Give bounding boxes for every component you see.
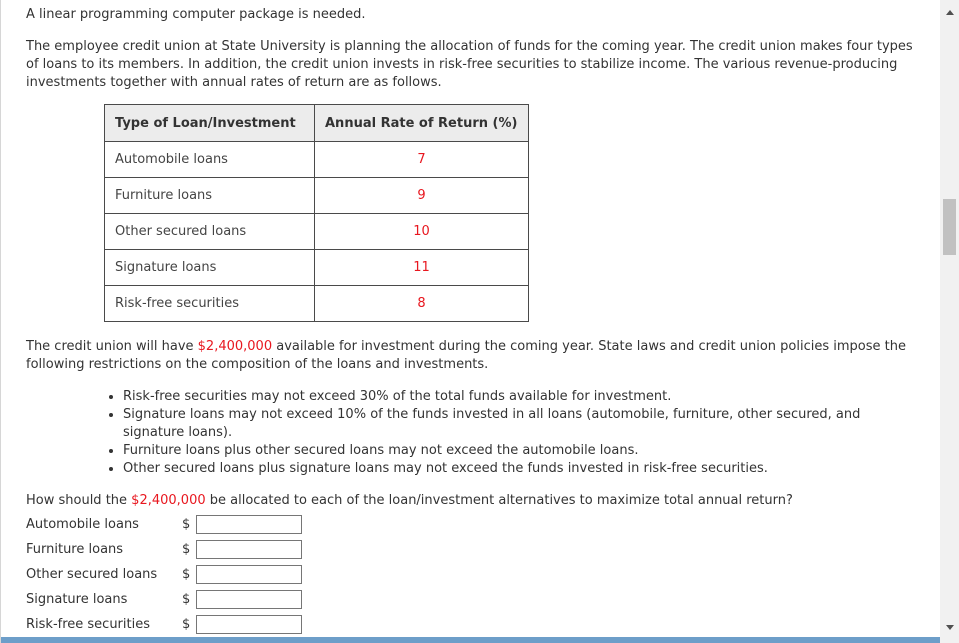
list-item: • Furniture loans plus other secured loans may not exceed the automobile loans. <box>123 442 903 460</box>
scroll-down-arrow-icon[interactable] <box>946 625 954 630</box>
rate-value: 11 <box>315 250 529 286</box>
answer-label: Automobile loans <box>26 517 139 532</box>
question-amount: $2,400,000 <box>131 493 206 508</box>
table-row <box>105 286 529 322</box>
question-text <box>26 492 916 510</box>
vertical-scrollbar[interactable] <box>940 0 959 643</box>
currency-symbol: $ <box>182 592 191 607</box>
rate-value: 7 <box>315 142 529 178</box>
answer-label: Other secured loans <box>26 567 158 582</box>
rate-value: 8 <box>315 286 529 322</box>
currency-symbol: $ <box>182 542 191 557</box>
header-rate: Annual Rate of Return (%) <box>315 105 529 142</box>
list-item: • Other secured loans plus signature loans may not exceed the funds invested in risk-free securities. <box>123 460 903 478</box>
list-item: • Risk-free securities may not exceed 30% of the total funds available for investment. <box>123 388 903 406</box>
table-row <box>105 142 529 178</box>
rates-table <box>104 104 529 322</box>
loan-type: Signature loans <box>105 250 315 286</box>
currency-symbol: $ <box>182 517 191 532</box>
automobile-loans-input[interactable] <box>196 515 302 534</box>
scrollbar-thumb[interactable] <box>943 199 956 255</box>
funds-paragraph <box>26 338 916 374</box>
table-row <box>105 178 529 214</box>
problem-description: The employee credit union at State University is planning the allocation of funds for the coming year. The credit union makes four types of loans to its members. In addition, the credit union invests in risk-free securities to stabilize income. The various revenue-producing investments together with annual rates of return are as follows. <box>26 39 913 90</box>
loan-type: Risk-free securities <box>105 286 315 322</box>
scroll-up-arrow-icon[interactable] <box>946 10 954 15</box>
currency-symbol: $ <box>182 567 191 582</box>
loan-type: Other secured loans <box>105 214 315 250</box>
answer-label: Signature loans <box>26 592 128 607</box>
bottom-toolbar-edge <box>1 637 941 643</box>
other-secured-loans-input[interactable] <box>196 565 302 584</box>
loan-type: Furniture loans <box>105 178 315 214</box>
answer-row-other-secured <box>26 565 326 587</box>
answer-row-automobile <box>26 515 326 537</box>
currency-symbol: $ <box>182 617 191 632</box>
answer-row-signature <box>26 590 326 612</box>
header-type: Type of Loan/Investment <box>105 105 315 142</box>
loan-type: Automobile loans <box>105 142 315 178</box>
intro-text: A linear programming computer package is needed. <box>26 7 366 22</box>
table-header-row <box>105 105 529 142</box>
table-row <box>105 250 529 286</box>
answer-row-risk-free <box>26 615 326 637</box>
funds-amount: $2,400,000 <box>197 339 273 354</box>
risk-free-securities-input[interactable] <box>196 615 302 634</box>
furniture-loans-input[interactable] <box>196 540 302 559</box>
funds-text-after: available for investment during the coming year. State laws and credit union policies impose the following restrictions on the composition of the loans and investments. <box>26 339 906 372</box>
signature-loans-input[interactable] <box>196 590 302 609</box>
answer-row-furniture <box>26 540 326 562</box>
table-row <box>105 214 529 250</box>
list-item: • Signature loans may not exceed 10% of the funds invested in all loans (automobile, furniture, other secured, and signature loans). <box>123 406 903 442</box>
question-text-before: How should the <box>26 493 132 508</box>
answer-label: Furniture loans <box>26 542 124 557</box>
question-text-after: be allocated to each of the loan/investment alternatives to maximize total annual return? <box>205 493 793 508</box>
answer-label: Risk-free securities <box>26 617 150 632</box>
funds-text-before: The credit union will have <box>26 339 198 354</box>
restrictions-list <box>101 388 903 478</box>
rate-value: 10 <box>315 214 529 250</box>
rate-value: 9 <box>315 178 529 214</box>
